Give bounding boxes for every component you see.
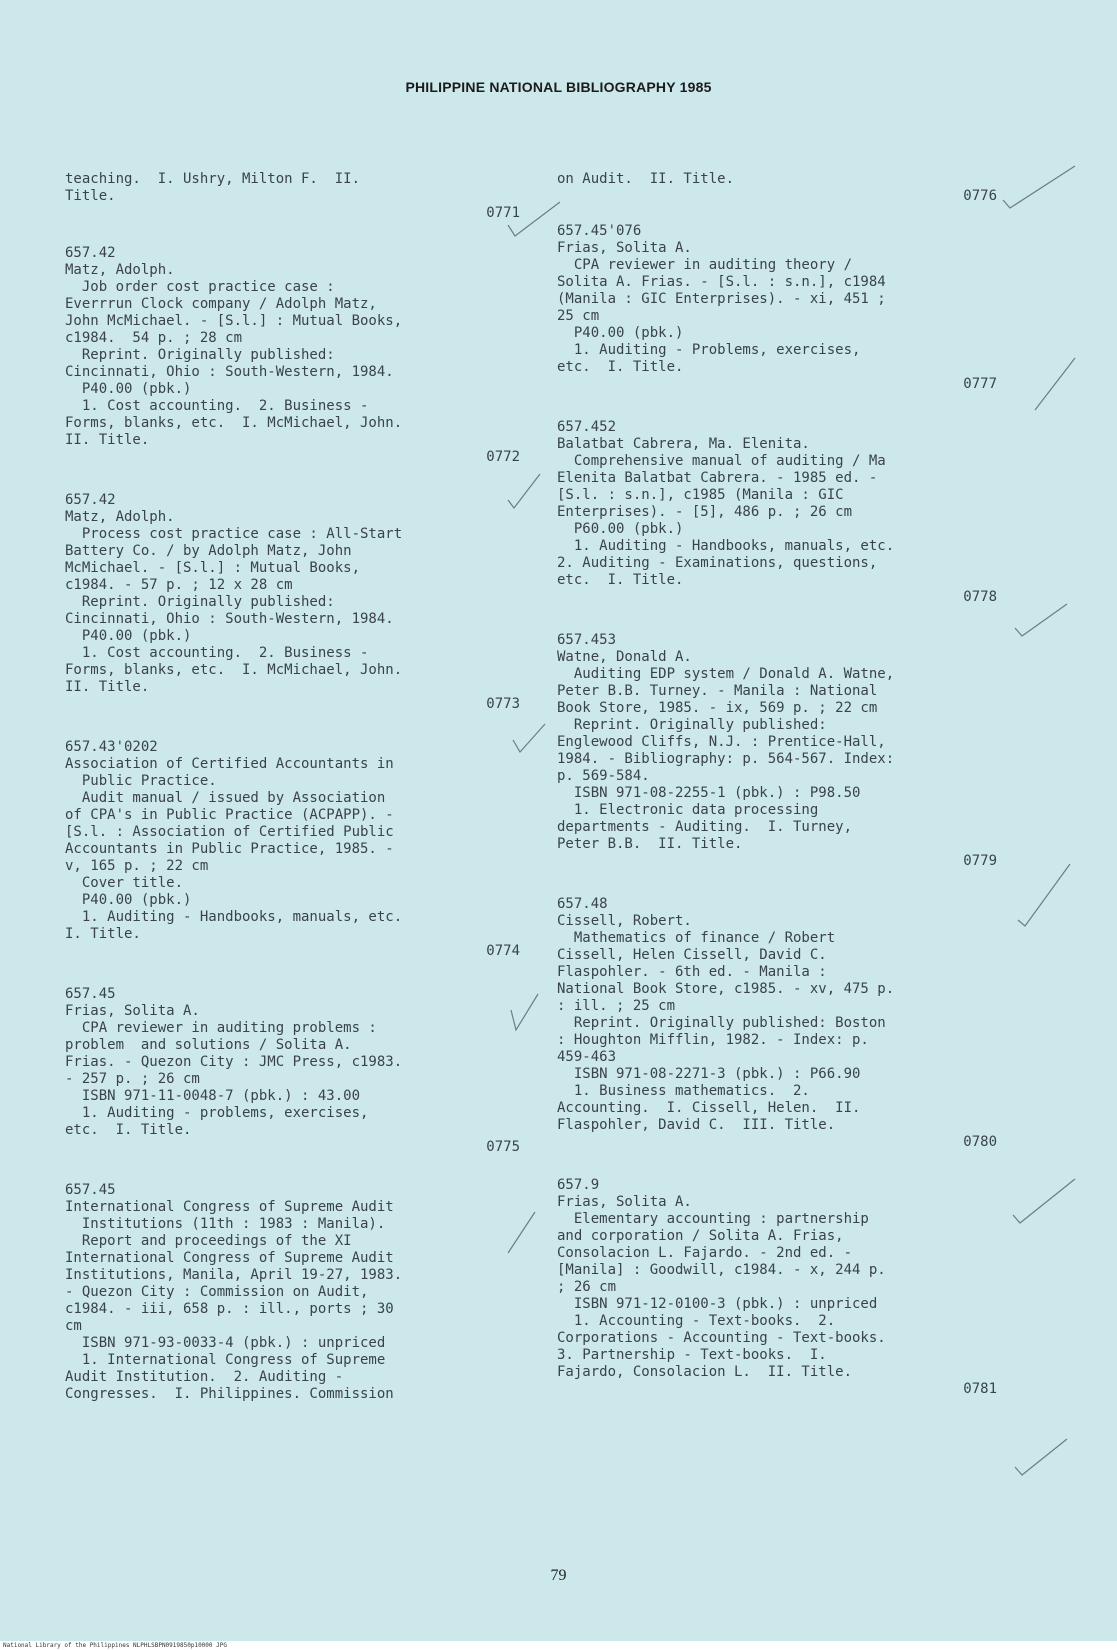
entry-heading: Frias, Solita A. [557,240,692,256]
entry-line: Battery Co. / by Adolph Matz, John [65,543,352,559]
entry-number: 0777 [963,376,997,392]
entry-line: Institutions (11th : 1983 : Manila). [65,1216,386,1232]
entry-line: Forms, blanks, etc. I. McMichael, John. [65,415,403,431]
entry-line: Book Store, 1985. - ix, 569 p. ; 22 cm [557,700,878,716]
entry-line: 1. Auditing - Problems, exercises, [557,342,861,358]
entry-line: P40.00 (pbk.) [557,325,684,341]
entry-line: ISBN 971-08-2255-1 (pbk.) : P98.50 [557,785,861,801]
scan-footer: National Library of the Philippines NLPHLSBPN0919850p10000 JPG [0,1641,1117,1650]
left-entry-list [65,245,520,1403]
entry-line: 1. Auditing - Handbooks, manuals, etc. [557,538,895,554]
entry-line: P40.00 (pbk.) [65,892,192,908]
entry-line: - 257 p. ; 26 cm [65,1071,200,1087]
entry-line: Cissell, Helen Cissell, David C. [557,947,827,963]
page-number: 79 [550,1567,567,1584]
check-mark-icon [1012,1435,1072,1484]
entry-line: ISBN 971-93-0033-4 (pbk.) : unpriced [65,1335,386,1351]
entry-line: etc. I. Title. [557,572,684,588]
entry-line: Institutions, Manila, April 19-27, 1983. [65,1267,403,1283]
carry-over-line: teaching. I. Ushry, Milton F. II. [65,171,361,187]
entry-line: P40.00 (pbk.) [65,381,192,397]
entry-line: P40.00 (pbk.) [65,628,192,644]
entry-line: c1984. - 57 p. ; 12 x 28 cm [65,577,293,593]
entry-line: and corporation / Solita A. Frias, [557,1228,844,1244]
entry-line: Consolacion L. Fajardo. - 2nd ed. - [557,1245,853,1261]
entry-heading: Matz, Adolph. [65,262,175,278]
entry-line: problem and solutions / Solita A. [65,1037,352,1053]
entry-line: 25 cm [557,308,600,324]
entry-line: c1984. - iii, 658 p. : ill., ports ; 30 [65,1301,394,1317]
call-number: 657.452 [557,419,617,435]
entry-gap [557,393,997,419]
entry-line: Frias. - Quezon City : JMC Press, c1983. [65,1054,403,1070]
entry-line: 1984. - Bibliography: p. 564-567. Index: [557,751,895,767]
entry-line: [Manila] : Goodwill, c1984. - x, 244 p. [557,1262,886,1278]
check-mark-icon [1030,355,1080,419]
entry-number: 0772 [486,449,520,465]
entry-line: ISBN 971-11-0048-7 (pbk.) : 43.00 [65,1088,361,1104]
entry-number: 0774 [486,943,520,959]
entry-number: 0775 [486,1139,520,1155]
entry-line: ; 26 cm [557,1279,617,1295]
entry-heading: Frias, Solita A. [65,1003,200,1019]
entry-gap [65,713,520,739]
entry-number: 0778 [963,589,997,605]
entry-number: 0773 [486,696,520,712]
entry-gap [557,1151,997,1177]
entry-line: Elenita Balatbat Cabrera. - 1985 ed. - [557,470,878,486]
check-mark-icon [1010,1175,1080,1234]
call-number: 657.48 [557,896,608,912]
entry-line: Flaspohler. - 6th ed. - Manila : [557,964,827,980]
entry-line: 1. International Congress of Supreme [65,1352,386,1368]
entry-line: Corporations - Accounting - Text-books. [557,1330,886,1346]
entry-line: 459-463 [557,1049,617,1065]
entry-line: departments - Auditing. I. Turney, [557,819,853,835]
entry-heading: Balatbat Cabrera, Ma. Elenita. [557,436,810,452]
entry-line: CPA reviewer in auditing problems : [65,1020,377,1036]
entry-line: 1. Business mathematics. 2. [557,1083,810,1099]
right-entry-list [557,223,997,1398]
left-entries [65,245,520,1403]
carry-over-line: on Audit. II. Title. [557,171,735,187]
entry-line: Job order cost practice case : [65,279,335,295]
entry-line: CPA reviewer in auditing theory / [557,257,853,273]
entry-gap [65,960,520,986]
entry-line: Everrrun Clock company / Adolph Matz, [65,296,377,312]
entry-line: : Houghton Mifflin, 1982. - Index: p. [557,1032,869,1048]
entry-heading: Matz, Adolph. [65,509,175,525]
entry-line: John McMichael. - [S.l.] : Mutual Books, [65,313,403,329]
entry-heading: Cissell, Robert. [557,913,692,929]
call-number: 657.43'0202 [65,739,158,755]
entry-line: p. 569-584. [557,768,650,784]
entry-line: Solita A. Frias. - [S.l. : s.n.], c1984 [557,274,886,290]
call-number: 657.45 [65,986,116,1002]
entry-line: Auditing EDP system / Donald A. Watne, [557,666,895,682]
entry-line: International Congress of Supreme Audit [65,1250,394,1266]
entry-line: c1984. 54 p. ; 28 cm [65,330,243,346]
entry-heading: Association of Certified Accountants in [65,756,394,772]
right-entries [557,223,997,1381]
entry-line: cm [65,1318,82,1334]
right-column [557,171,997,205]
entry-line: Cincinnati, Ohio : South-Western, 1984. [65,611,394,627]
entry-line: Reprint. Originally published: [557,717,827,733]
call-number: 657.9 [557,1177,600,1193]
entry-line: Flaspohler, David C. III. Title. [557,1117,836,1133]
entry-line: 1. Auditing - problems, exercises, [65,1105,369,1121]
left-column [65,171,520,222]
call-number: 657.42 [65,492,116,508]
entry-number: 0771 [486,205,520,221]
entry-number: 0781 [963,1381,997,1397]
entry-line: Process cost practice case : All-Start [65,526,403,542]
entry-line: - Quezon City : Commission on Audit, [65,1284,369,1300]
entry-line: ISBN 971-12-0100-3 (pbk.) : unpriced [557,1296,878,1312]
entry-line: 2. Auditing - Examinations, questions, [557,555,878,571]
call-number: 657.42 [65,245,116,261]
carry-over-line: Title. [65,188,116,204]
entry-line: National Book Store, c1985. - xv, 475 p. [557,981,895,997]
check-mark-icon [505,1208,545,1262]
entry-line: Forms, blanks, etc. I. McMichael, John. [65,662,403,678]
entry-line: Peter B.B. Turney. - Manila : National [557,683,878,699]
entry-line: (Manila : GIC Enterprises). - xi, 451 ; [557,291,886,307]
entry-line: Reprint. Originally published: [65,594,335,610]
entry-heading: International Congress of Supreme Audit [65,1199,394,1215]
check-mark-icon [510,720,550,764]
entry-line: : ill. ; 25 cm [557,998,676,1014]
entry-line: Cover title. [65,875,184,891]
entry-line: Public Practice. [65,773,217,789]
entry-number: 0779 [963,853,997,869]
entry-line: Report and proceedings of the XI [65,1233,352,1249]
entry-line: I. Title. [65,926,141,942]
entry-line: McMichael. - [S.l.] : Mutual Books, [65,560,361,576]
entry-line: Comprehensive manual of auditing / Ma [557,453,886,469]
entry-line: 1. Accounting - Text-books. 2. [557,1313,836,1329]
entry-line: 1. Cost accounting. 2. Business - [65,398,369,414]
entry-line: Elementary accounting : partnership [557,1211,869,1227]
call-number: 657.45 [65,1182,116,1198]
entry-gap [65,466,520,492]
entry-line: Englewood Cliffs, N.J. : Prentice-Hall, [557,734,886,750]
entry-gap [557,870,997,896]
check-mark-icon [1015,860,1075,934]
entry-line: 1. Auditing - Handbooks, manuals, etc. [65,909,403,925]
entry-heading: Watne, Donald A. [557,649,692,665]
entry-line: Cincinnati, Ohio : South-Western, 1984. [65,364,394,380]
entry-line: P60.00 (pbk.) [557,521,684,537]
entry-line: [S.l. : Association of Certified Public [65,824,394,840]
entry-line: etc. I. Title. [557,359,684,375]
page-title: PHILIPPINE NATIONAL BIBLIOGRAPHY 1985 [405,79,712,95]
check-mark-icon [505,470,545,519]
entry-line: 1. Electronic data processing [557,802,819,818]
check-mark-icon [1000,162,1080,216]
check-mark-icon [505,200,565,244]
entry-number: 0780 [963,1134,997,1150]
entry-line: ISBN 971-08-2271-3 (pbk.) : P66.90 [557,1066,861,1082]
entry-heading: Frias, Solita A. [557,1194,692,1210]
entry-line: of CPA's in Public Practice (ACPAPP). - [65,807,394,823]
entry-line: Accountants in Public Practice, 1985. - [65,841,394,857]
call-number: 657.45'076 [557,223,642,239]
entry-gap [557,606,997,632]
entry-line: Audit manual / issued by Association [65,790,386,806]
entry-line: Reprint. Originally published: Boston [557,1015,886,1031]
entry-line: v, 165 p. ; 22 cm [65,858,209,874]
entry-line: 1. Cost accounting. 2. Business - [65,645,369,661]
entry-line: Audit Institution. 2. Auditing - [65,1369,344,1385]
check-mark-icon [508,990,548,1039]
entry-line: II. Title. [65,679,150,695]
entry-line: [S.l. : s.n.], c1985 (Manila : GIC [557,487,844,503]
entry-line: Fajardo, Consolacion L. II. Title. [557,1364,853,1380]
call-number: 657.453 [557,632,617,648]
entry-line: Accounting. I. Cissell, Helen. II. [557,1100,861,1116]
entry-number: 0776 [963,188,997,204]
entry-line: II. Title. [65,432,150,448]
check-mark-icon [1012,600,1072,644]
entry-line: etc. I. Title. [65,1122,192,1138]
entry-line: Congresses. I. Philippines. Commission [65,1386,394,1402]
entry-line: Peter B.B. II. Title. [557,836,743,852]
entry-line: Reprint. Originally published: [65,347,335,363]
entry-line: 3. Partnership - Text-books. I. [557,1347,827,1363]
entry-line: Enterprises). - [5], 486 p. ; 26 cm [557,504,853,520]
entry-line: Mathematics of finance / Robert [557,930,836,946]
entry-gap [65,1156,520,1182]
